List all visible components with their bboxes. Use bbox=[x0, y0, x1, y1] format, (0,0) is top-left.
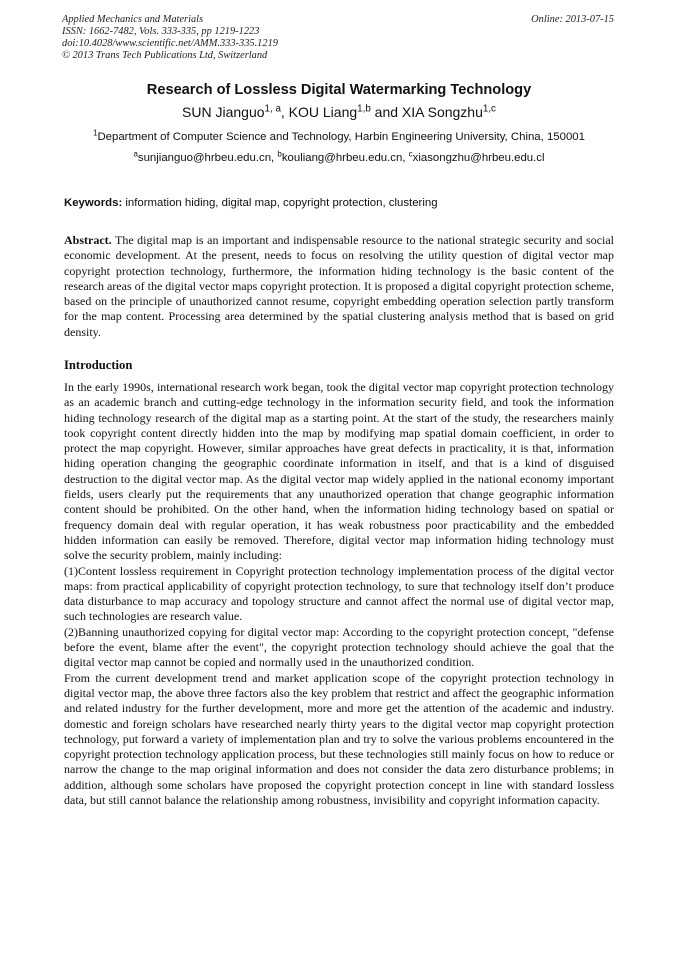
author-superscript: 1,c bbox=[482, 103, 496, 115]
abstract bbox=[64, 233, 614, 340]
doi-line: doi:10.4028/www.scientific.net/AMM.333-335.1219 bbox=[62, 38, 278, 49]
email-superscript: c bbox=[408, 149, 413, 159]
author-name: KOU Liang bbox=[288, 104, 358, 120]
paper-title: Research of Lossless Digital Watermarking Technology bbox=[146, 82, 532, 98]
paragraph: (1)Content lossless requirement in Copyright protection technology implementation process of the digital vector maps: from practical applicability of copyright protection technology, to sure that technology itself don’t produce data disturbance to map accuracy and topology structure and cannot affect the normal use of digital vector map, such technologies are research value. bbox=[64, 563, 614, 624]
online-date: Online: 2013-07-15 bbox=[531, 14, 614, 25]
paragraph: From the current development trend and market application scope of the copyright protection technology in digital vector map, the above three factors also the key problem that restrict and affect the geographic information and related industry for the further development, more and more get the attention of the academic and industry. domestic and foreign scholars have researched nearly thirty years to the digital vector map copyright protection technology, put forward a variety of implementation plan and try to solve the various problems encountered in the copyright protection technology application process, but these technologies still mainly focus on how to reduce or narrow the change to the map original information and does not consider the data zero disturbance problems; in addition, although some scholars have proposed the copyright protection concept in line with standard lossless data, but still cannot balance the relationship among robustness, invisibility and copyright information capacity. bbox=[64, 670, 614, 808]
affiliation-superscript: 1 bbox=[93, 128, 98, 138]
email-address[interactable]: xiasongzhu@hrbeu.edu.cl bbox=[412, 152, 545, 164]
keywords-text: information hiding, digital map, copyright protection, clustering bbox=[122, 197, 438, 209]
email-superscript: a bbox=[133, 149, 138, 159]
introduction-body bbox=[64, 380, 614, 808]
keywords-label: Keywords: bbox=[64, 197, 123, 209]
email-address[interactable]: kouliang@hrbeu.edu.cn, bbox=[281, 152, 409, 164]
email-list bbox=[0, 149, 678, 164]
author-name: XIA Songzhu bbox=[401, 104, 483, 120]
author-separator: , bbox=[280, 104, 289, 120]
copyright-line: © 2013 Trans Tech Publications Ltd, Switzerland bbox=[62, 50, 268, 61]
abstract-label: Abstract. bbox=[64, 233, 112, 247]
email-address[interactable]: sunjianguo@hrbeu.edu.cn, bbox=[137, 152, 278, 164]
author-list bbox=[0, 104, 678, 120]
section-heading-introduction: Introduction bbox=[64, 358, 133, 372]
email-superscript: b bbox=[277, 149, 282, 159]
keywords bbox=[64, 197, 438, 209]
journal-name: Applied Mechanics and Materials bbox=[62, 14, 204, 25]
affiliation-text: Department of Computer Science and Technology, Harbin Engineering University, China, 150001 bbox=[97, 131, 585, 143]
author-superscript: 1,b bbox=[357, 103, 371, 115]
author-separator: and bbox=[370, 104, 402, 120]
paragraph: (2)Banning unauthorized copying for digital vector map: According to the copyright protection concept, "defense before the event, blame after the event", the copyright protection technology should achieve the goal that the digital vector map cannot be copied and normally used in the unauthorized condition. bbox=[64, 624, 614, 670]
abstract-text: The digital map is an important and indispensable resource to the national strategic security and social economic development. At the present, needs to focus on resolving the utility question of digital vector map copyright protection technology, furthermore, the information hiding technology is the basic content of the research areas of the digital vector maps copyright protection. It is proposed a digital copyright protection scheme, based on the principle of unauthorized cannot resume, copyright embedding operation selection partly transform for the map content. Processing area determined by the spatial clustering analysis method that is based on grid density. bbox=[64, 233, 614, 339]
paragraph: In the early 1990s, international research work began, took the digital vector map copyright protection technology as an academic branch and cutting-edge technology in the information security field, and took the information hiding technology research of the digital map as a starting point. At the start of the study, the researchers mainly took copyright content directly hidden into the map by modifying map spatial domain coefficient, in order to protect the map copyright. However, similar approaches have great defects in practicality, it is that, information hiding operation changing the geographic coordinate information in itself, and that is a kind of disguised destruction to the digital vector map. As the digital vector map widely applied in the national economy important fields, users clearly put the requirements that any unauthorized operation that change geographic information content should be prohibited. On the other hand, when the information hiding technology based on spatial or frequency domain deal with regular operation, it has weak robustness poor practicability and the embedded hidden information can easily be removed. Therefore, digital vector map information hiding technology must solve the security problem, mainly including: bbox=[64, 380, 614, 563]
author-superscript: 1, a bbox=[264, 103, 281, 115]
issn-line: ISSN: 1662-7482, Vols. 333-335, pp 1219-1223 bbox=[62, 26, 260, 37]
author-name: SUN Jianguo bbox=[182, 104, 265, 120]
affiliation bbox=[0, 128, 678, 143]
journal-header bbox=[62, 14, 278, 62]
